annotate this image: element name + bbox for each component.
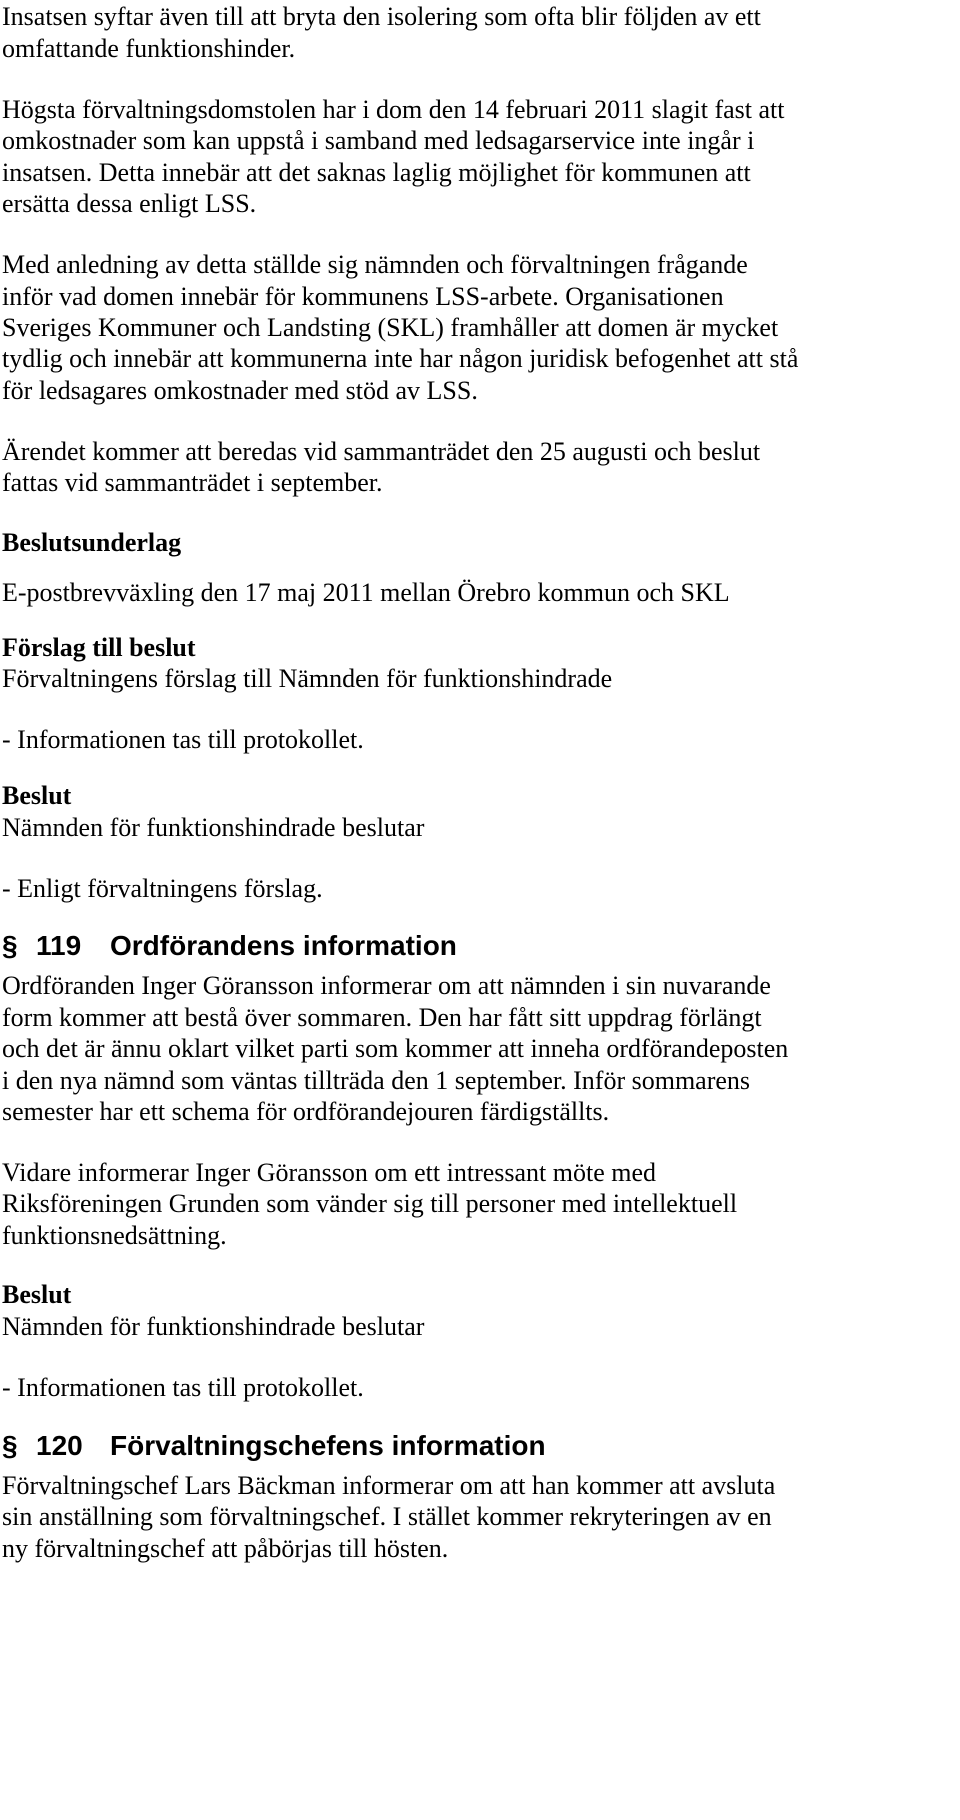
text-line: inför vad domen innebär för kommunens LSS-arbete. Organisationen: [2, 282, 724, 311]
section-120-heading: [2, 1429, 546, 1463]
paragraph-symbol: §: [2, 930, 18, 961]
text-line: ny förvaltningschef att påbörjas till hösten.: [2, 1534, 449, 1563]
beslut-heading: Beslut: [2, 781, 72, 810]
text-line: ersätta dessa enligt LSS.: [2, 189, 257, 218]
paragraph-symbol: §: [2, 1430, 18, 1461]
text-line: Insatsen syftar även till att bryta den isolering som ofta blir följden av ett: [2, 2, 761, 31]
section-title: Förvaltningschefens information: [110, 1430, 546, 1461]
text-line: insatsen. Detta innebär att det saknas laglig möjlighet för kommunen att: [2, 158, 751, 187]
text-line: form kommer att bestå över sommaren. Den har fått sitt uppdrag förlängt: [2, 1003, 762, 1032]
text-line: tydlig och innebär att kommunerna inte har någon juridisk befogenhet att stå: [2, 344, 799, 373]
text-line: omkostnader som kan uppstå i samband med ledsagarservice inte ingår i: [2, 126, 755, 155]
beslut-item: - Informationen tas till protokollet.: [2, 1373, 364, 1402]
forslag-heading: Förslag till beslut: [2, 633, 196, 662]
text-line: Ordföranden Inger Göransson informerar om att nämnden i sin nuvarande: [2, 971, 771, 1000]
section-number: 120: [36, 1430, 83, 1461]
text-line: Sveriges Kommuner och Landsting (SKL) framhåller att domen är mycket: [2, 313, 779, 342]
text-line: Högsta förvaltningsdomstolen har i dom den 14 februari 2011 slagit fast att: [2, 95, 785, 124]
text-line: Vidare informerar Inger Göransson om ett intressant möte med: [2, 1158, 657, 1187]
beslut-heading: Beslut: [2, 1280, 72, 1309]
text-line: Ärendet kommer att beredas vid sammanträdet den 25 augusti och beslut: [2, 437, 761, 466]
text-line: Riksföreningen Grunden som vänder sig till personer med intellektuell: [2, 1189, 738, 1218]
beslut-text: Nämnden för funktionshindrade beslutar: [2, 813, 425, 842]
text-line: i den nya nämnd som väntas tillträda den 1 september. Inför sommarens: [2, 1066, 751, 1095]
beslut-text: Nämnden för funktionshindrade beslutar: [2, 1312, 425, 1341]
forslag-text: Förvaltningens förslag till Nämnden för funktionshindrade: [2, 664, 613, 693]
text-line: fattas vid sammanträdet i september.: [2, 468, 383, 497]
text-line: omfattande funktionshinder.: [2, 34, 296, 63]
forslag-item: - Informationen tas till protokollet.: [2, 725, 364, 754]
text-line: för ledsagares omkostnader med stöd av LSS.: [2, 376, 478, 405]
text-line: funktionsnedsättning.: [2, 1221, 227, 1250]
section-number: 119: [36, 930, 82, 961]
text-line: sin anställning som förvaltningschef. I stället kommer rekryteringen av en: [2, 1502, 772, 1531]
beslutsunderlag-heading: Beslutsunderlag: [2, 528, 182, 557]
text-line: semester har ett schema för ordförandejouren färdigställts.: [2, 1097, 610, 1126]
section-119-heading: [2, 929, 457, 963]
text-line: Med anledning av detta ställde sig nämnden och förvaltningen frågande: [2, 250, 748, 279]
beslutsunderlag-text: E-postbrevväxling den 17 maj 2011 mellan Örebro kommun och SKL: [2, 578, 730, 607]
section-title: Ordförandens information: [110, 930, 457, 961]
beslut-item: - Enligt förvaltningens förslag.: [2, 874, 323, 903]
text-line: Förvaltningschef Lars Bäckman informerar om att han kommer att avsluta: [2, 1471, 776, 1500]
text-line: och det är ännu oklart vilket parti som kommer att inneha ordförandeposten: [2, 1034, 789, 1063]
